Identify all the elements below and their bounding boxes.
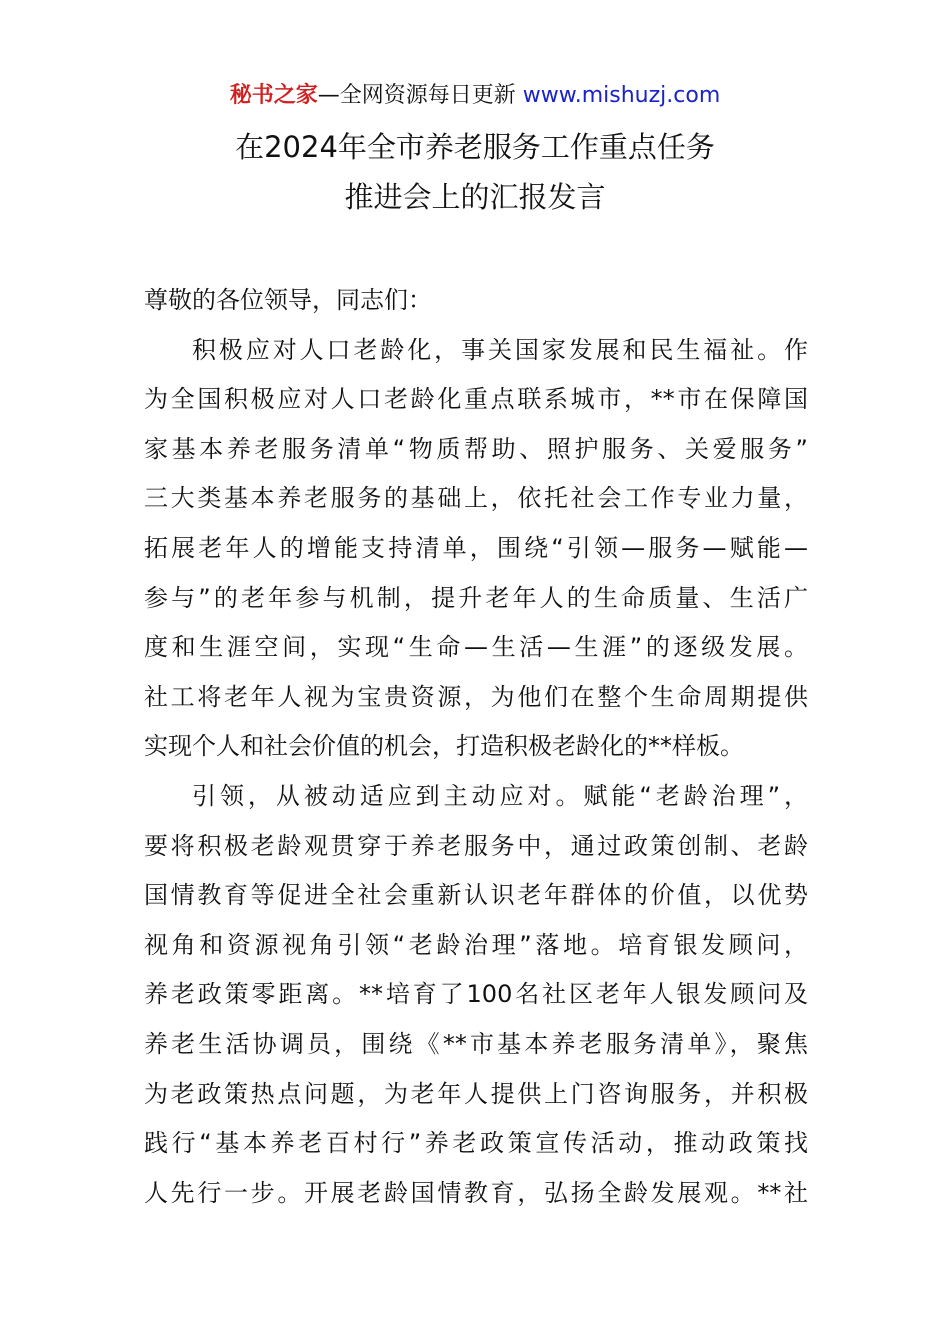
site-url[interactable]: www.mishuzj.com (522, 83, 721, 108)
body-line: 家基本养老服务清单“物质帮助、照护服务、关爱服务” (144, 434, 808, 463)
header-tagline: —全网资源每日更新 (317, 83, 516, 108)
document-title-line-1: 在2024年全市养老服务工作重点任务 (235, 130, 715, 164)
site-header (0, 80, 950, 112)
body-line: 三大类基本养老服务的基础上，依托社会工作专业力量， (144, 484, 808, 513)
body-line: 养老生活协调员，围绕《**市基本养老服务清单》，聚焦 (144, 1029, 808, 1058)
body-line: 要将积极老龄观贯穿于养老服务中，通过政策创制、老龄 (144, 831, 808, 860)
body-line: 为老政策热点问题，为老年人提供上门咨询服务，并积极 (144, 1079, 808, 1108)
body-line: 实现个人和社会价值的机会，打造积极老龄化的**样板。 (144, 732, 744, 761)
body-line: 为全国积极应对人口老龄化重点联系城市，**市在保障国 (144, 385, 808, 414)
body-line: 人先行一步。开展老龄国情教育，弘扬全龄发展观。**社 (144, 1178, 808, 1207)
body-line: 视角和资源视角引领“老龄治理”落地。培育银发顾问， (144, 930, 808, 959)
brand-name: 秘书之家 (229, 83, 318, 108)
body-line: 养老政策零距离。**培育了100名社区老年人银发顾问及 (144, 980, 808, 1009)
body-line: 参与”的老年参与机制，提升老年人的生命质量、生活广 (144, 583, 808, 612)
body-line: 社工将老年人视为宝贵资源，为他们在整个生命周期提供 (144, 682, 808, 711)
salutation: 尊敬的各位领导，同志们： (144, 286, 432, 314)
document-body (144, 276, 808, 1218)
document-title-line-2: 推进会上的汇报发言 (344, 180, 606, 214)
body-line: 国情教育等促进全社会重新认识老年群体的价值，以优势 (144, 881, 808, 910)
body-line: 践行“基本养老百村行”养老政策宣传活动，推动政策找 (144, 1129, 808, 1158)
body-line: 度和生涯空间，实现“生命—生活—生涯”的逐级发展。 (144, 633, 808, 662)
body-line: 引领，从被动适应到主动应对。赋能“老龄治理”， (192, 781, 808, 810)
body-line: 积极应对人口老龄化，事关国家发展和民生福祉。作 (192, 335, 808, 364)
body-line: 拓展老年人的增能支持清单，围绕“引领—服务—赋能— (144, 533, 808, 562)
